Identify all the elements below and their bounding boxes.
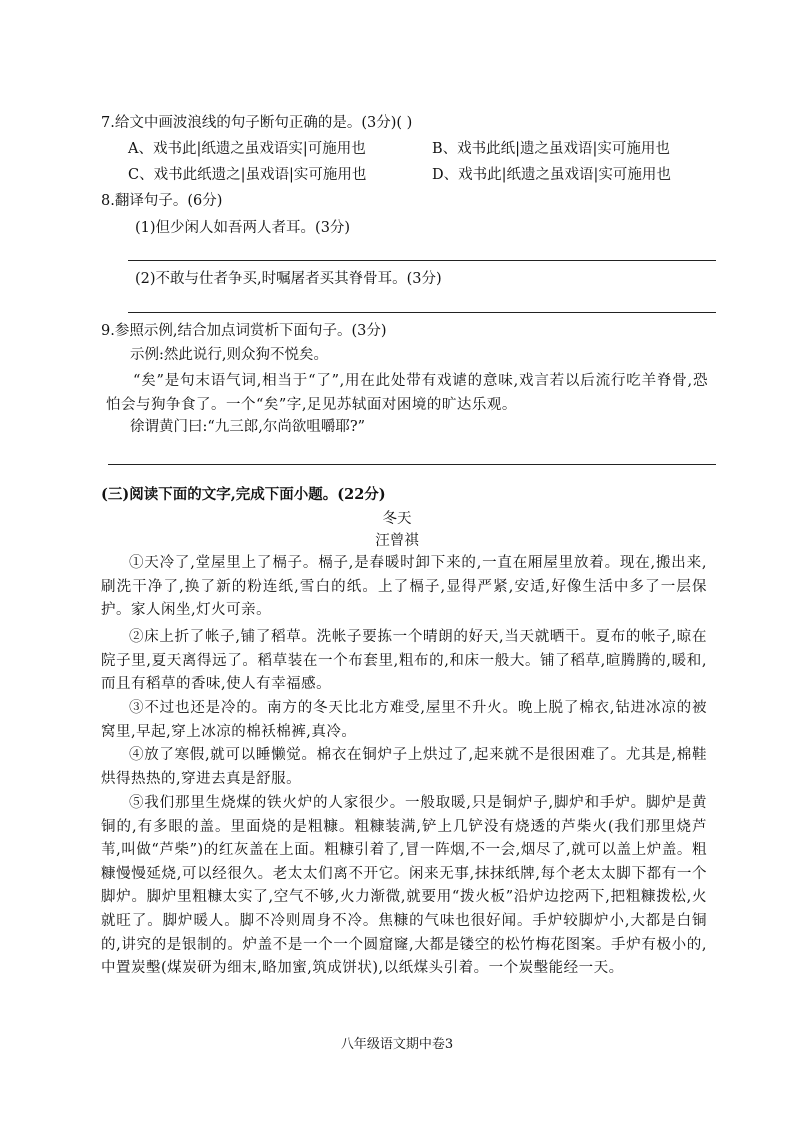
answer-line [128, 260, 716, 261]
answer-line [128, 312, 716, 313]
page-footer: 八年级语文期中卷3 [340, 1037, 454, 1052]
q7-option-a: A、戏书此|纸遗之虽戏语实|可施用也 [128, 141, 366, 157]
article-paragraph-3: ③不过也还是冷的。南方的冬天比北方难受,屋里不升火。晚上脱了棉衣,钻进冰凉的被窝里,早起,穿上冰凉的棉袄棉裤,真冷。 [101, 700, 707, 740]
q9-example: 示例:然此说行,则众狗不悦矣。 [130, 347, 328, 363]
q9-explanation: “矣”是句末语气词,相当于“了”,用在此处带有戏谑的意味,戏言若以后流行吃羊脊骨,恐怕会与狗争食了。一个“矣”字,足见苏轼面对困境的旷达乐观。 [106, 373, 708, 413]
article-paragraph-1: ①天冷了,堂屋里上了槅子。槅子,是春暖时卸下来的,一直在厢屋里放着。现在,搬出来,刷洗干净了,换了新的粉连纸,雪白的纸。上了槅子,显得严紧,安适,好像生活中多了一层保护。家人闲坐,灯火可亲。 [101, 555, 707, 619]
section-heading: (三)阅读下面的文字,完成下面小题。(22分) [101, 486, 386, 503]
q9-sentence: 徐谓黄门曰:“九三郎,尔尚欲咀嚼耶?” [130, 419, 366, 435]
article-title: 冬天 [382, 511, 412, 527]
q7-option-c: C、戏书此纸遗之|虽戏语|实可施用也 [128, 167, 367, 183]
article-paragraph-4: ④放了寒假,就可以睡懒觉。棉衣在铜炉子上烘过了,起来就不是很困难了。尤其是,棉鞋烘得热热的,穿进去真是舒服。 [101, 747, 707, 787]
q9-stem: 9.参照示例,结合加点词赏析下面句子。(3分) [101, 323, 387, 339]
article-author: 汪曾祺 [375, 533, 419, 549]
article-paragraph-2: ②床上折了帐子,铺了稻草。洗帐子要拣一个晴朗的好天,当天就晒干。夏布的帐子,晾在院子里,夏天离得远了。稻草装在一个布套里,粗布的,和床一般大。铺了稻草,暄腾腾的,暖和,而且有稻草的香味,使人有幸福感。 [101, 629, 707, 693]
q7-option-d: D、戏书此|纸遗之虽戏语|实可施用也 [432, 167, 671, 183]
q8-stem: 8.翻译句子。(6分) [101, 193, 223, 209]
q8-sentence-1: (1)但少闲人如吾两人者耳。(3分) [135, 220, 351, 236]
article-paragraph-5: ⑤我们那里生烧煤的铁火炉的人家很少。一般取暖,只是铜炉子,脚炉和手炉。脚炉是黄铜的,有多眼的盖。里面烧的是粗糠。粗糠装满,铲上几铲没有烧透的芦柴火(我们那里烧芦苇,叫做“芦柴”)的红灰盖在上面。粗糠引着了,冒一阵烟,不一会,烟尽了,就可以盖上炉盖。粗糠慢慢延烧,可以经很久。老太太们离不开它。闲来无事,抹抹纸牌,每个老太太脚下都有一个脚炉。脚炉里粗糠太实了,空气不够,火力渐微,就要用“拨火板”沿炉边挖两下,把粗糠拨松,火就旺了。脚炉暖人。脚不冷则周身不冷。焦糠的气味也很好闻。手炉较脚炉小,大都是白铜的,讲究的是银制的。炉盖不是一个一个圆窟窿,大都是镂空的松竹梅花图案。手炉有极小的,中置炭墼(煤炭研为细末,略加蜜,筑成饼状),以纸煤头引着。一个炭墼能经一天。 [101, 795, 707, 977]
answer-line [108, 464, 716, 465]
q7-option-b: B、戏书此纸|遗之虽戏语|实可施用也 [432, 141, 670, 157]
q7-stem: 7.给文中画波浪线的句子断句正确的是。(3分)( ) [101, 115, 413, 131]
q8-sentence-2: (2)不敢与仕者争买,时嘱屠者买其脊骨耳。(3分) [135, 271, 442, 287]
